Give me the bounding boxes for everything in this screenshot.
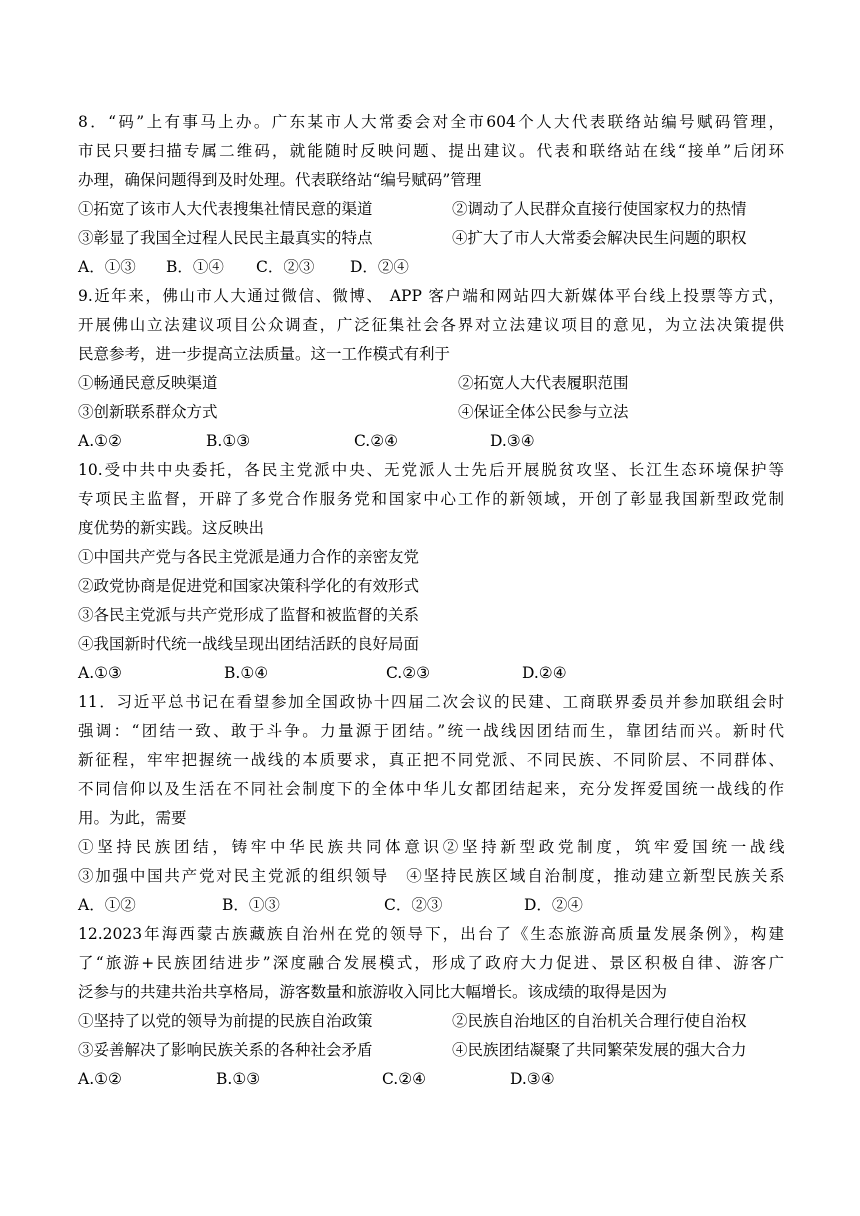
option-item: ④扩大了市人大常委会解决民生问题的职权 (452, 229, 747, 247)
question-9 (78, 282, 784, 456)
question-stem-line: 用。为此，需要 (78, 809, 187, 827)
question-stem-line: 市民只要扫描专属二维码，就能随时反映问题、提出建议。代表和联络站在线“接单”后闭环 (78, 142, 784, 160)
answer-choice-b: B.①④ (224, 664, 269, 682)
answer-choice-c: C．②③ (384, 896, 443, 914)
answer-choices (78, 1065, 784, 1094)
option-item: ④民族团结凝聚了共同繁荣发展的强大合力 (452, 1041, 747, 1059)
option-row (78, 1007, 784, 1036)
option-item: ①畅通民意反映渠道 (78, 374, 218, 392)
option-item: ③创新联系群众方式 (78, 403, 218, 421)
question-stem-line: 办理，确保问题得到及时处理。代表联络站“编号赋码”管理 (78, 171, 482, 189)
answer-choice-c: C.②④ (354, 432, 399, 450)
question-12 (78, 920, 784, 1094)
question-stem-line: 12.2023年海西蒙古族藏族自治州在党的领导下，出台了《生态旅游高质量发展条例》，构建 (78, 925, 784, 943)
answer-choice-d: D.③④ (510, 1070, 555, 1088)
answer-choice-d: D.②④ (522, 664, 567, 682)
question-stem-line: 11．习近平总书记在看望参加全国政协十四届二次会议的民建、工商联界委员并参加联组会时 (78, 693, 784, 711)
answer-choice-b: B．①③ (222, 896, 280, 914)
answer-choice-d: D.③④ (490, 432, 535, 450)
question-stem-line: 8．“码”上有事马上办。广东某市人大常委会对全市604个人大代表联络站编号赋码管理， (78, 113, 784, 131)
question-stem-line: 专项民主监督，开辟了多党合作服务党和国家中心工作的新领域，开创了彰显我国新型政党制 (78, 490, 784, 508)
question-10 (78, 456, 784, 688)
answer-choice-b: B.①③ (216, 1070, 261, 1088)
option-row (78, 369, 784, 398)
answer-choices (78, 253, 784, 282)
answer-choice-d: D．②④ (350, 258, 409, 276)
option-item: ③加强中国共产党对民主党派的组织领导 ④坚持民族区域自治制度，推动建立新型民族关系 (78, 867, 784, 885)
document-page (78, 108, 784, 1094)
option-row (78, 1036, 784, 1065)
option-row (78, 398, 784, 427)
option-item: ②政党协商是促进党和国家决策科学化的有效形式 (78, 577, 420, 595)
question-stem-line: 10.受中共中央委托，各民主党派中央、无党派人士先后开展脱贫攻坚、长江生态环境保护等 (78, 461, 784, 479)
answer-choice-c: C．②③ (256, 258, 315, 276)
answer-choice-a: A．①③ (78, 258, 136, 276)
option-item: ②民族自治地区的自治机关合理行使自治权 (452, 1012, 747, 1030)
option-item: ①坚持民族团结，铸牢中华民族共同体意识②坚持新型政党制度，筑牢爱国统一战线 (78, 838, 784, 856)
question-stem-line: 开展佛山立法建议项目公众调查，广泛征集社会各界对立法建议项目的意见，为立法决策提供 (78, 316, 784, 334)
answer-choice-b: B．①④ (166, 258, 224, 276)
answer-choices (78, 891, 784, 920)
option-item: ①坚持了以党的领导为前提的民族自治政策 (78, 1012, 373, 1030)
question-stem-line: 9.近年来，佛山市人大通过微信、微博、 APP 客户端和网站四大新媒体平台线上投票等方式， (78, 287, 784, 305)
option-item: ④我国新时代统一战线呈现出团结活跃的良好局面 (78, 635, 420, 653)
question-stem-line: 了“旅游+民族团结进步”深度融合发展模式，形成了政府大力促进、景区积极自律、游客广 (78, 954, 784, 972)
option-item: ③彰显了我国全过程人民民主最真实的特点 (78, 229, 373, 247)
answer-choices (78, 427, 784, 456)
answer-choice-c: C.②④ (382, 1070, 427, 1088)
option-item: ③妥善解决了影响民族关系的各种社会矛盾 (78, 1041, 373, 1059)
option-item: ④保证全体公民参与立法 (458, 403, 629, 421)
option-item: ②拓宽人大代表履职范围 (458, 374, 629, 392)
answer-choice-c: C.②③ (386, 664, 431, 682)
answer-choice-d: D．②④ (524, 896, 583, 914)
question-stem-line: 强调：“团结一致、敢于斗争。力量源于团结。”统一战线因团结而生，靠团结而兴。新时代 (78, 722, 784, 740)
answer-choice-b: B.①③ (206, 432, 251, 450)
option-row (78, 224, 784, 253)
question-stem-line: 民意参考，进一步提高立法质量。这一工作模式有利于 (78, 345, 451, 363)
question-8 (78, 108, 784, 282)
option-item: ②调动了人民群众直接行使国家权力的热情 (452, 200, 747, 218)
question-stem-line: 泛参与的共建共治共享格局，游客数量和旅游收入同比大幅增长。该成绩的取得是因为 (78, 983, 668, 1001)
option-item: ③各民主党派与共产党形成了监督和被监督的关系 (78, 606, 420, 624)
answer-choice-a: A.①② (78, 432, 122, 450)
answer-choice-a: A.①② (78, 1070, 122, 1088)
option-item: ①中国共产党与各民主党派是通力合作的亲密友党 (78, 548, 420, 566)
question-stem-line: 不同信仰以及生活在不同社会制度下的全体中华儿女都团结起来，充分发挥爱国统一战线的作 (78, 780, 784, 798)
question-stem-line: 度优势的新实践。这反映出 (78, 519, 265, 537)
option-item: ①拓宽了该市人大代表搜集社情民意的渠道 (78, 200, 373, 218)
answer-choice-a: A.①③ (78, 664, 122, 682)
answer-choices (78, 659, 784, 688)
question-stem-line: 新征程，牢牢把握统一战线的本质要求，真正把不同党派、不同民族、不同阶层、不同群体、 (78, 751, 784, 769)
question-11 (78, 688, 784, 920)
option-row (78, 195, 784, 224)
answer-choice-a: A．①② (78, 896, 136, 914)
